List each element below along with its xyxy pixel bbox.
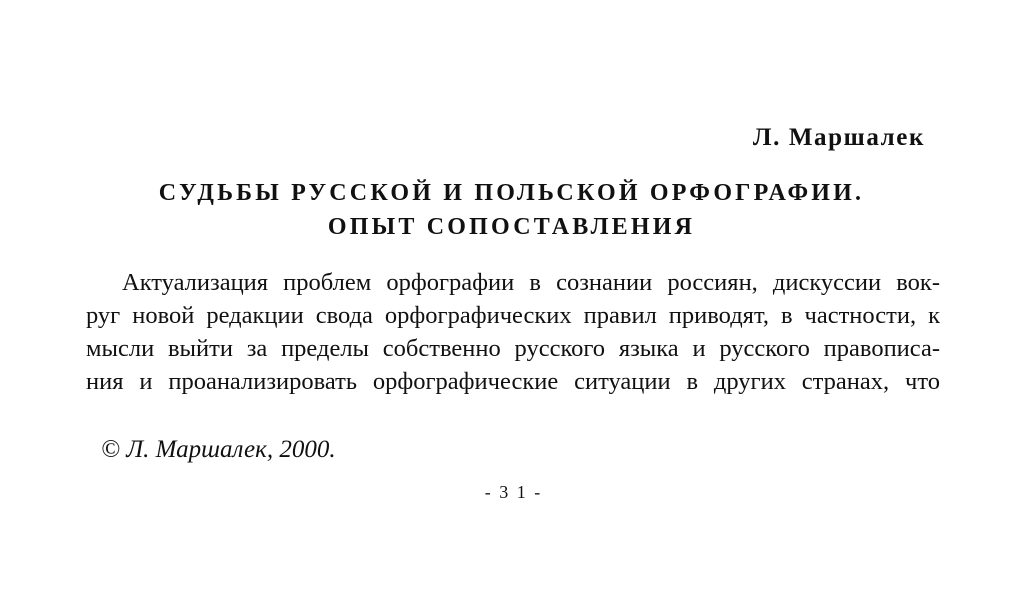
body-line: Актуализация проблем орфографии в сознании россиян, дискуссии вок- (122, 269, 940, 296)
copyright-notice: © Л. Маршалек, 2000. (101, 436, 336, 463)
body-line: ния и проанализировать орфографические ситуации в других странах, что (86, 368, 940, 395)
author-name: Л. Маршалек (752, 124, 925, 151)
body-paragraph (86, 266, 940, 398)
article-title-line-2: ОПЫТ СОПОСТАВЛЕНИЯ (327, 214, 696, 240)
body-line: мысли выйти за пределы собственно русского языка и русского правописа- (86, 335, 940, 362)
article-title-line-1: СУДЬБЫ РУССКОЙ И ПОЛЬСКОЙ ОРФОГРАФИИ. (158, 180, 865, 206)
page-number: - 3 1 - (484, 482, 543, 502)
body-line: руг новой редакции свода орфографических правил приводят, в частности, к (86, 302, 940, 329)
